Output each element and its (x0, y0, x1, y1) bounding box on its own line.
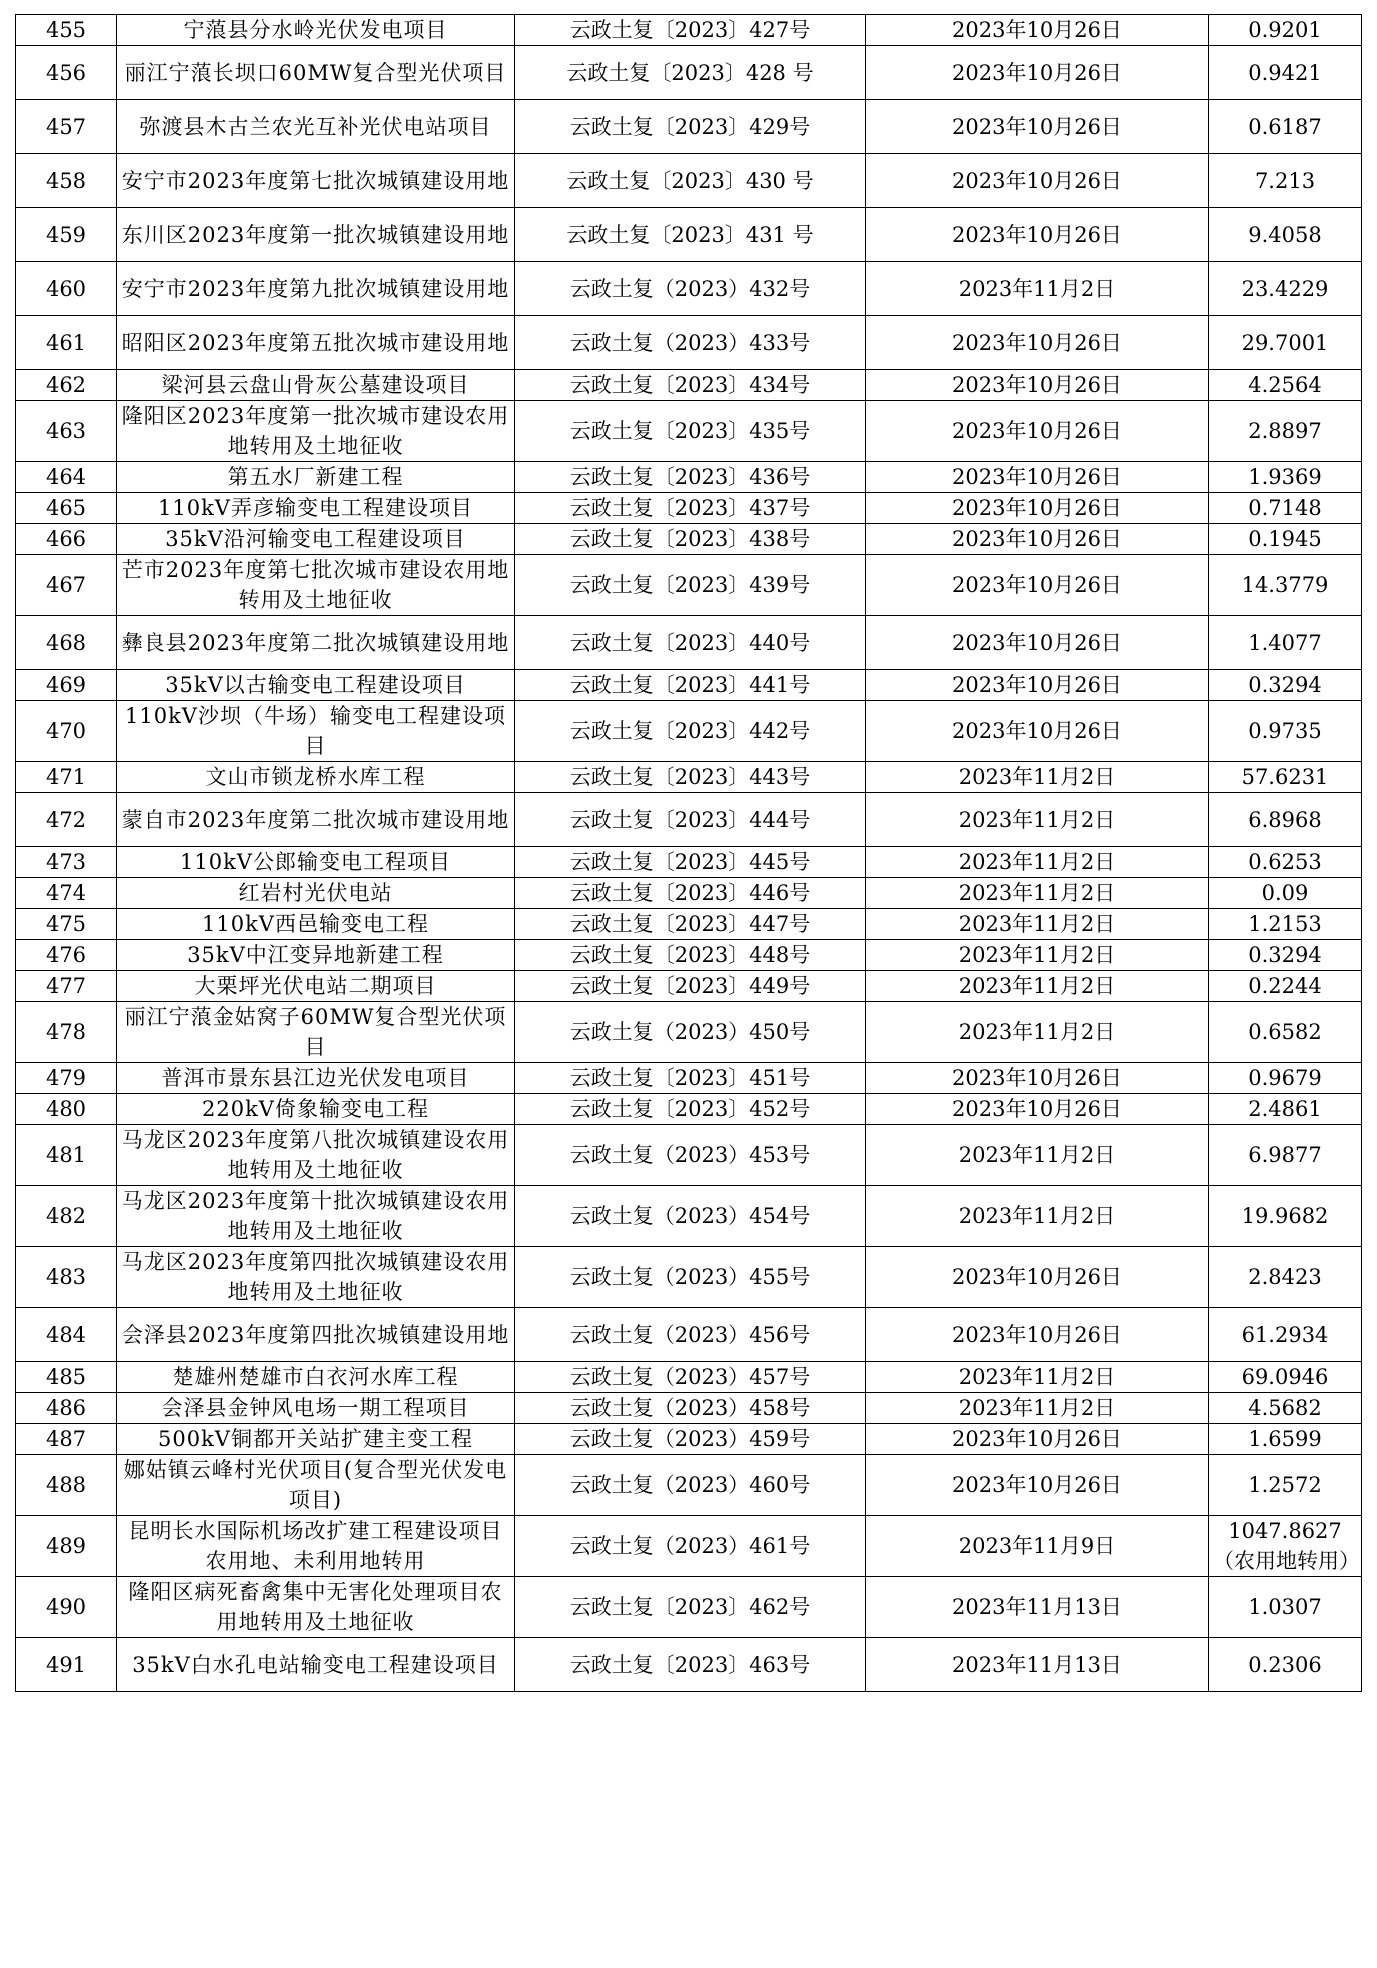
row-number: 455 (16, 15, 117, 46)
row-number: 458 (16, 154, 117, 208)
approval-date: 2023年10月26日 (866, 670, 1209, 701)
approval-date: 2023年10月26日 (866, 401, 1209, 462)
approved-area: 61.2934 (1209, 1308, 1362, 1362)
approved-area: 0.09 (1209, 878, 1362, 909)
approved-area: 1.9369 (1209, 462, 1362, 493)
row-number: 475 (16, 909, 117, 940)
table-row (16, 878, 1362, 909)
approval-document-number: 云政土复〔2023〕436号 (515, 462, 866, 493)
row-number: 460 (16, 262, 117, 316)
approval-document-number: 云政土复（2023）461号 (515, 1516, 866, 1577)
approved-area: 7.213 (1209, 154, 1362, 208)
approval-date: 2023年10月26日 (866, 493, 1209, 524)
approval-date: 2023年10月26日 (866, 701, 1209, 762)
table-row (16, 1308, 1362, 1362)
project-name: 110kV公郎输变电工程项目 (117, 847, 515, 878)
approval-document-number: 云政土复（2023）458号 (515, 1393, 866, 1424)
table-row (16, 493, 1362, 524)
approval-document-number: 云政土复〔2023〕440号 (515, 616, 866, 670)
approval-document-number: 云政土复〔2023〕463号 (515, 1638, 866, 1692)
table-row (16, 370, 1362, 401)
project-name: 娜姑镇云峰村光伏项目(复合型光伏发电项目) (117, 1455, 515, 1516)
row-number: 486 (16, 1393, 117, 1424)
approval-document-number: 云政土复（2023）450号 (515, 1002, 866, 1063)
project-name: 35kV中江变异地新建工程 (117, 940, 515, 971)
approval-document-number: 云政土复〔2023〕430 号 (515, 154, 866, 208)
approval-date: 2023年10月26日 (866, 1063, 1209, 1094)
approved-area: 1.0307 (1209, 1577, 1362, 1638)
approval-date: 2023年11月2日 (866, 1186, 1209, 1247)
row-number: 481 (16, 1125, 117, 1186)
approval-document-number: 云政土复〔2023〕451号 (515, 1063, 866, 1094)
approved-area: 0.2244 (1209, 971, 1362, 1002)
project-name: 丽江宁蒗金姑窝子60MW复合型光伏项目 (117, 1002, 515, 1063)
approval-date: 2023年10月26日 (866, 46, 1209, 100)
approval-date: 2023年10月26日 (866, 1094, 1209, 1125)
project-name: 马龙区2023年度第四批次城镇建设农用地转用及土地征收 (117, 1247, 515, 1308)
approved-area: 29.7001 (1209, 316, 1362, 370)
table-row (16, 1362, 1362, 1393)
approved-area: 0.7148 (1209, 493, 1362, 524)
row-number: 459 (16, 208, 117, 262)
approval-date: 2023年11月13日 (866, 1638, 1209, 1692)
approval-document-number: 云政土复（2023）460号 (515, 1455, 866, 1516)
row-number: 477 (16, 971, 117, 1002)
table-body (16, 15, 1362, 1692)
approval-date: 2023年10月26日 (866, 1308, 1209, 1362)
approved-area: 0.9201 (1209, 15, 1362, 46)
approval-date: 2023年11月2日 (866, 909, 1209, 940)
approved-area: 0.9421 (1209, 46, 1362, 100)
approval-document-number: 云政土复〔2023〕452号 (515, 1094, 866, 1125)
row-number: 466 (16, 524, 117, 555)
row-number: 488 (16, 1455, 117, 1516)
project-name: 楚雄州楚雄市白衣河水库工程 (117, 1362, 515, 1393)
table-row (16, 1393, 1362, 1424)
approved-area: 1.6599 (1209, 1424, 1362, 1455)
project-name: 梁河县云盘山骨灰公墓建设项目 (117, 370, 515, 401)
project-name: 安宁市2023年度第九批次城镇建设用地 (117, 262, 515, 316)
approved-area: 0.9735 (1209, 701, 1362, 762)
row-number: 472 (16, 793, 117, 847)
approved-area: 69.0946 (1209, 1362, 1362, 1393)
row-number: 485 (16, 1362, 117, 1393)
approved-area: 19.9682 (1209, 1186, 1362, 1247)
row-number: 482 (16, 1186, 117, 1247)
approval-document-number: 云政土复〔2023〕444号 (515, 793, 866, 847)
approval-table (15, 14, 1362, 1692)
row-number: 457 (16, 100, 117, 154)
approved-area: 0.6582 (1209, 1002, 1362, 1063)
approval-document-number: 云政土复（2023）454号 (515, 1186, 866, 1247)
approved-area: 2.8423 (1209, 1247, 1362, 1308)
approval-document-number: 云政土复〔2023〕441号 (515, 670, 866, 701)
approval-date: 2023年10月26日 (866, 316, 1209, 370)
row-number: 480 (16, 1094, 117, 1125)
approval-document-number: 云政土复（2023）456号 (515, 1308, 866, 1362)
approval-document-number: 云政土复（2023）432号 (515, 262, 866, 316)
table-row (16, 971, 1362, 1002)
table-row (16, 316, 1362, 370)
table-row (16, 1638, 1362, 1692)
approval-document-number: 云政土复〔2023〕431 号 (515, 208, 866, 262)
row-number: 467 (16, 555, 117, 616)
table-row (16, 847, 1362, 878)
row-number: 474 (16, 878, 117, 909)
table-row (16, 793, 1362, 847)
row-number: 490 (16, 1577, 117, 1638)
approval-date: 2023年11月2日 (866, 1125, 1209, 1186)
approval-document-number: 云政土复〔2023〕462号 (515, 1577, 866, 1638)
approval-document-number: 云政土复（2023）457号 (515, 1362, 866, 1393)
table-row (16, 1063, 1362, 1094)
approved-area: 0.6253 (1209, 847, 1362, 878)
approval-document-number: 云政土复〔2023〕435号 (515, 401, 866, 462)
approval-document-number: 云政土复〔2023〕429号 (515, 100, 866, 154)
row-number: 462 (16, 370, 117, 401)
approval-date: 2023年11月2日 (866, 762, 1209, 793)
approved-area: 4.2564 (1209, 370, 1362, 401)
row-number: 487 (16, 1424, 117, 1455)
project-name: 文山市锁龙桥水库工程 (117, 762, 515, 793)
row-number: 491 (16, 1638, 117, 1692)
approval-document-number: 云政土复（2023）459号 (515, 1424, 866, 1455)
table-row (16, 670, 1362, 701)
approval-document-number: 云政土复〔2023〕446号 (515, 878, 866, 909)
table-row (16, 701, 1362, 762)
project-name: 丽江宁蒗长坝口60MW复合型光伏项目 (117, 46, 515, 100)
approval-document-number: 云政土复〔2023〕437号 (515, 493, 866, 524)
approval-date: 2023年11月2日 (866, 1362, 1209, 1393)
project-name: 35kV以古输变电工程建设项目 (117, 670, 515, 701)
approved-area: 0.6187 (1209, 100, 1362, 154)
approval-document-number: 云政土复〔2023〕448号 (515, 940, 866, 971)
approval-date: 2023年10月26日 (866, 154, 1209, 208)
project-name: 马龙区2023年度第十批次城镇建设农用地转用及土地征收 (117, 1186, 515, 1247)
row-number: 471 (16, 762, 117, 793)
project-name: 大栗坪光伏电站二期项目 (117, 971, 515, 1002)
row-number: 469 (16, 670, 117, 701)
approval-document-number: 云政土复（2023）433号 (515, 316, 866, 370)
project-name: 会泽县2023年度第四批次城镇建设用地 (117, 1308, 515, 1362)
table-row (16, 762, 1362, 793)
approval-date: 2023年11月2日 (866, 793, 1209, 847)
approval-document-number: 云政土复（2023）455号 (515, 1247, 866, 1308)
approved-area: 14.3779 (1209, 555, 1362, 616)
table-row (16, 1125, 1362, 1186)
approval-date: 2023年11月2日 (866, 262, 1209, 316)
row-number: 483 (16, 1247, 117, 1308)
approval-date: 2023年11月2日 (866, 940, 1209, 971)
approval-date: 2023年10月26日 (866, 524, 1209, 555)
project-name: 宁蒗县分水岭光伏发电项目 (117, 15, 515, 46)
table-row (16, 940, 1362, 971)
row-number: 473 (16, 847, 117, 878)
approved-area: 0.9679 (1209, 1063, 1362, 1094)
approved-area: 0.1945 (1209, 524, 1362, 555)
approval-date: 2023年11月13日 (866, 1577, 1209, 1638)
approved-area: 57.6231 (1209, 762, 1362, 793)
project-name: 110kV弄彦输变电工程建设项目 (117, 493, 515, 524)
row-number: 484 (16, 1308, 117, 1362)
approval-document-number: 云政土复〔2023〕438号 (515, 524, 866, 555)
approval-document-number: 云政土复〔2023〕427号 (515, 15, 866, 46)
approval-document-number: 云政土复（2023）453号 (515, 1125, 866, 1186)
approved-area: 6.8968 (1209, 793, 1362, 847)
project-name: 安宁市2023年度第七批次城镇建设用地 (117, 154, 515, 208)
approval-document-number: 云政土复〔2023〕442号 (515, 701, 866, 762)
project-name: 35kV白水孔电站输变电工程建设项目 (117, 1638, 515, 1692)
approved-area: 9.4058 (1209, 208, 1362, 262)
approved-area: 6.9877 (1209, 1125, 1362, 1186)
approval-date: 2023年11月9日 (866, 1516, 1209, 1577)
table-row (16, 1002, 1362, 1063)
table-row (16, 208, 1362, 262)
table-row (16, 524, 1362, 555)
project-name: 500kV铜都开关站扩建主变工程 (117, 1424, 515, 1455)
project-name: 蒙自市2023年度第二批次城市建设用地 (117, 793, 515, 847)
project-name: 东川区2023年度第一批次城镇建设用地 (117, 208, 515, 262)
approval-date: 2023年10月26日 (866, 555, 1209, 616)
project-name: 马龙区2023年度第八批次城镇建设农用地转用及土地征收 (117, 1125, 515, 1186)
project-name: 昭阳区2023年度第五批次城市建设用地 (117, 316, 515, 370)
project-name: 220kV倚象输变电工程 (117, 1094, 515, 1125)
approval-date: 2023年10月26日 (866, 1424, 1209, 1455)
approval-date: 2023年10月26日 (866, 1455, 1209, 1516)
project-name: 红岩村光伏电站 (117, 878, 515, 909)
approval-date: 2023年11月2日 (866, 971, 1209, 1002)
project-name: 第五水厂新建工程 (117, 462, 515, 493)
approval-document-number: 云政土复〔2023〕434号 (515, 370, 866, 401)
project-name: 会泽县金钟风电场一期工程项目 (117, 1393, 515, 1424)
project-name: 隆阳区病死畜禽集中无害化处理项目农用地转用及土地征收 (117, 1577, 515, 1638)
table-row (16, 262, 1362, 316)
project-name: 35kV沿河输变电工程建设项目 (117, 524, 515, 555)
approved-area: 1.2572 (1209, 1455, 1362, 1516)
table-row (16, 1455, 1362, 1516)
approval-document-number: 云政土复〔2023〕428 号 (515, 46, 866, 100)
table-row (16, 15, 1362, 46)
project-name: 弥渡县木古兰农光互补光伏电站项目 (117, 100, 515, 154)
approval-date: 2023年11月2日 (866, 1002, 1209, 1063)
row-number: 476 (16, 940, 117, 971)
approval-date: 2023年10月26日 (866, 100, 1209, 154)
approval-date: 2023年10月26日 (866, 616, 1209, 670)
table-row (16, 555, 1362, 616)
table-row (16, 1247, 1362, 1308)
row-number: 461 (16, 316, 117, 370)
approval-date: 2023年11月2日 (866, 1393, 1209, 1424)
approval-date: 2023年11月2日 (866, 878, 1209, 909)
row-number: 479 (16, 1063, 117, 1094)
project-name: 隆阳区2023年度第一批次城市建设农用地转用及土地征收 (117, 401, 515, 462)
approved-area: 2.4861 (1209, 1094, 1362, 1125)
table-row (16, 46, 1362, 100)
project-name: 彝良县2023年度第二批次城镇建设用地 (117, 616, 515, 670)
row-number: 456 (16, 46, 117, 100)
approval-date: 2023年11月2日 (866, 847, 1209, 878)
project-name: 普洱市景东县江边光伏发电项目 (117, 1063, 515, 1094)
approval-date: 2023年10月26日 (866, 15, 1209, 46)
approval-date: 2023年10月26日 (866, 462, 1209, 493)
table-row (16, 1577, 1362, 1638)
row-number: 465 (16, 493, 117, 524)
row-number: 478 (16, 1002, 117, 1063)
table-row (16, 616, 1362, 670)
approval-date: 2023年10月26日 (866, 208, 1209, 262)
project-name: 昆明长水国际机场改扩建工程建设项目农用地、未利用地转用 (117, 1516, 515, 1577)
approved-area: 1.4077 (1209, 616, 1362, 670)
approved-area: 0.2306 (1209, 1638, 1362, 1692)
table-row (16, 462, 1362, 493)
approved-area: 2.8897 (1209, 401, 1362, 462)
approval-document-number: 云政土复〔2023〕447号 (515, 909, 866, 940)
approval-document-number: 云政土复〔2023〕439号 (515, 555, 866, 616)
approved-area: 1047.8627（农用地转用） (1209, 1516, 1362, 1577)
approved-area: 0.3294 (1209, 670, 1362, 701)
approved-area: 4.5682 (1209, 1393, 1362, 1424)
row-number: 468 (16, 616, 117, 670)
approved-area: 1.2153 (1209, 909, 1362, 940)
table-row (16, 1424, 1362, 1455)
project-name: 110kV西邑输变电工程 (117, 909, 515, 940)
project-name: 110kV沙坝（牛场）输变电工程建设项目 (117, 701, 515, 762)
approved-area: 23.4229 (1209, 262, 1362, 316)
approval-document-number: 云政土复〔2023〕445号 (515, 847, 866, 878)
project-name: 芒市2023年度第七批次城市建设农用地转用及土地征收 (117, 555, 515, 616)
table-row (16, 100, 1362, 154)
approval-document-number: 云政土复〔2023〕443号 (515, 762, 866, 793)
approval-document-number: 云政土复〔2023〕449号 (515, 971, 866, 1002)
table-row (16, 1186, 1362, 1247)
table-row (16, 1094, 1362, 1125)
row-number: 489 (16, 1516, 117, 1577)
table-row (16, 909, 1362, 940)
approval-date: 2023年10月26日 (866, 370, 1209, 401)
approved-area: 0.3294 (1209, 940, 1362, 971)
approval-date: 2023年10月26日 (866, 1247, 1209, 1308)
row-number: 463 (16, 401, 117, 462)
table-row (16, 1516, 1362, 1577)
table-row (16, 401, 1362, 462)
table-row (16, 154, 1362, 208)
row-number: 464 (16, 462, 117, 493)
row-number: 470 (16, 701, 117, 762)
